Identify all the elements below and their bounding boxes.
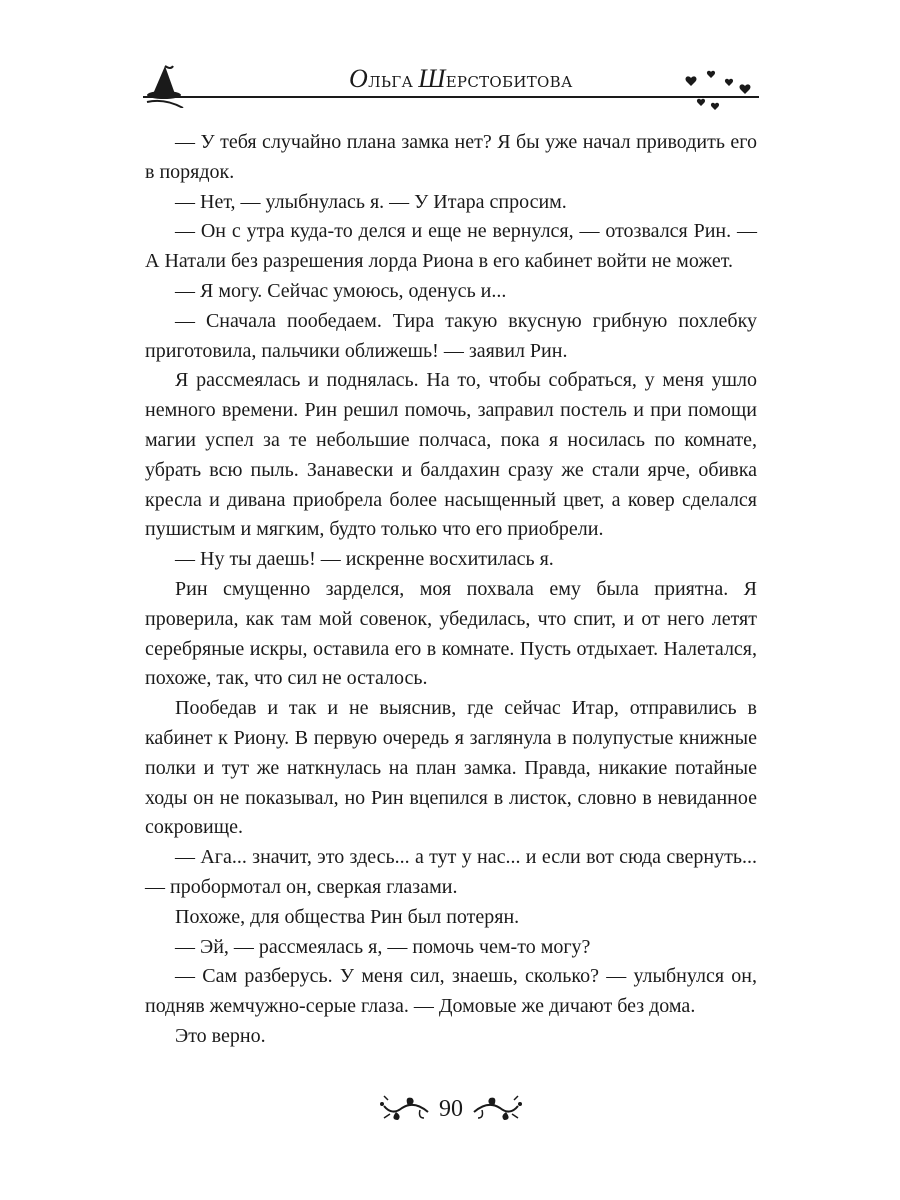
paragraph: Я рассмеялась и поднялась. На то, чтобы собраться, у меня ушло немного времени. Рин решил помочь, заправил постель и при помощи магии успел за те небольшие полчаса, пока я носилась по комнате, убрать всю пыль. Занавески и балдахин сразу же стали ярче, обивка кресла и дивана приобрела более насыщенный цвет, а ковер сделался пушистым и мягким, будто только что его приобрели. (145, 369, 757, 541)
paragraph: Похоже, для общества Рин был потерян. (175, 905, 520, 928)
paragraph: — Сам разберусь. У меня сил, знаешь, сколько? — улыбнулся он, подняв жемчужно-серые глаза. — Домовые же дичают без дома. (145, 965, 757, 1018)
witch-hat-icon (145, 64, 185, 108)
paragraph: — Нет, — улыбнулась я. — У Итара спросим. (175, 190, 567, 213)
running-header (143, 58, 759, 114)
hearts-icon (685, 66, 759, 114)
paragraph: — Ну ты даешь! — искренне восхитилась я. (175, 548, 554, 571)
paragraph: Это верно. (175, 1024, 266, 1047)
flourish-left-icon (378, 1090, 430, 1126)
header-rule (143, 96, 759, 98)
paragraph: Пообедав и так и не выяснив, где сейчас Итар, отправились в кабинет к Риону. В первую очередь я заглянула в полупустые книжные полки и тут же наткнулась на план замка. Правда, никакие потайные ходы он не показывал, но Рин вцепился в листок, словно в невиданное сокровище. (145, 697, 757, 839)
page-footer (378, 1090, 524, 1130)
paragraph: — Ага... значит, это здесь... а тут у нас... и если вот сюда свернуть... — пробормотал он, сверкая глазами. (145, 846, 757, 898)
paragraph: — У тебя случайно плана замка нет? Я бы уже начал приводить его в порядок. (145, 131, 757, 183)
paragraph: — Эй, — рассмеялась я, — помочь чем-то могу? (175, 935, 591, 958)
body-text (145, 128, 757, 1052)
paragraph: Рин смущенно зарделся, моя похвала ему была приятна. Я проверила, как там мой совенок, убедилась, что спит, и от него летят серебряные искры, оставила его в комнате. Пусть отдыхает. Налетался, похоже, так, что сил не осталось. (145, 577, 757, 690)
flourish-right-icon (472, 1090, 524, 1126)
paragraph: — Сначала пообедаем. Тира такую вкусную грибную похлебку приготовила, пальчики оближешь! — заявил Рин. (145, 309, 757, 362)
author-name: ОЛЬГА ШЕРСТОБИТОВА (343, 68, 579, 93)
paragraph: — Я могу. Сейчас умоюсь, оденусь и... (175, 279, 507, 302)
page-number: 90 (439, 1096, 463, 1122)
paragraph: — Он с утра куда-то делся и еще не вернулся, — отозвался Рин. — А Натали без разрешения лорда Риона в его кабинет войти не может. (145, 220, 757, 273)
